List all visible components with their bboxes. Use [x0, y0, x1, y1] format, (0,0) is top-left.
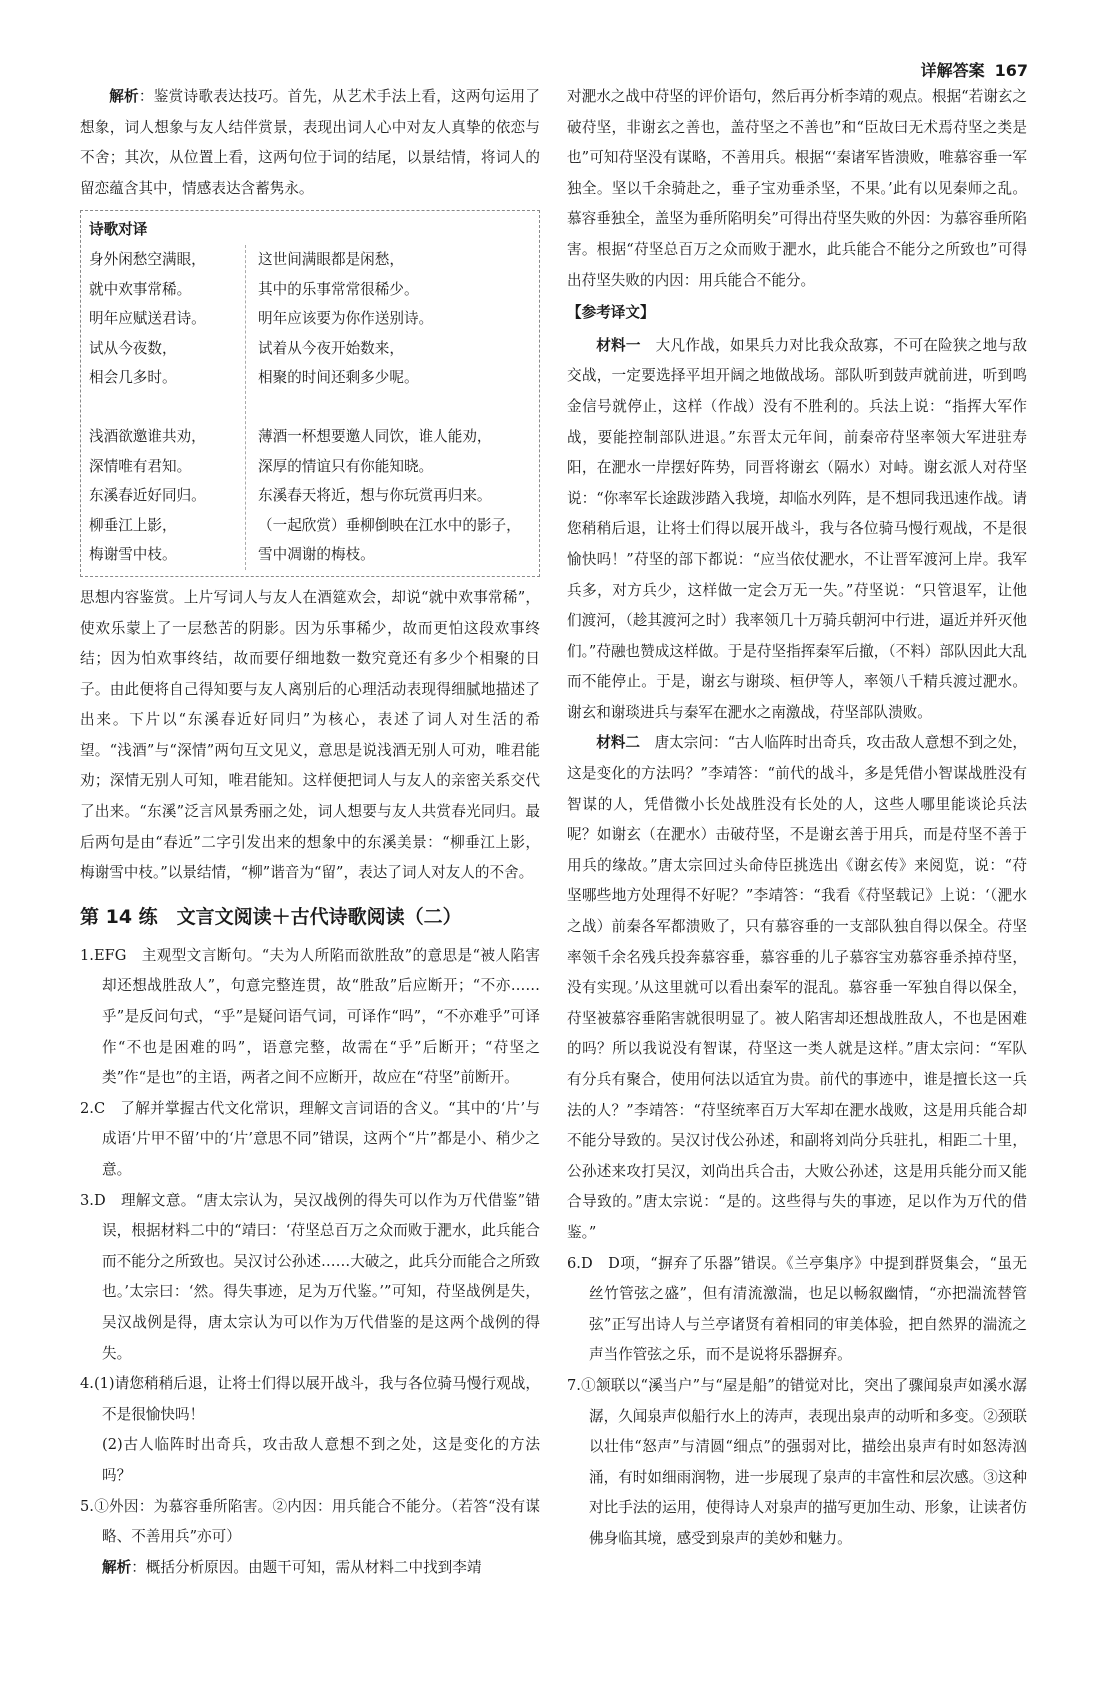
material-2-translation — [567, 728, 1027, 1248]
poem-translation-title: 诗歌对译 — [89, 221, 148, 239]
answer-item-5-analysis-continued: 对淝水之战中苻坚的评价语句，然后再分析李靖的观点。根据“若谢玄之破苻坚，非谢玄之善也，盖苻坚之不善也”和“臣故曰无术焉苻坚之类是也”可知苻坚没有谋略，不善用兵。根据“‘秦诸军皆溃败，唯慕容垂一军独全。坚以千余骑赴之，垂子宝劝垂杀坚，不果。’此有以见秦师之乱。慕容垂独全，盖坚为垂所陷明矣”可得出苻坚失败的外因：为慕容垂所陷害。根据“苻坚总百万之众而败于淝水，此兵能合不能分之所致也”可得出苻坚失败的内因：用兵能合不能分。 — [567, 88, 1027, 289]
material-text: 唐太宗问：“古人临阵时出奇兵，攻击敌人意想不到之处，这是变化的方法吗？”李靖答：“前代的战斗，多是凭借小智谋战胜没有智谋的人，凭借微小长处战胜没有长处的人，这些人哪里能谈论兵法呢？如谢玄（在淝水）击破苻坚，不是谢玄善于用兵，而是苻坚不善于用兵的缘故。”唐太宗回过头命侍臣挑选出《谢玄传》来阅览，说：“苻坚哪些地方处理得不好呢？”李靖答：“我看《苻坚载记》上说：‘（淝水之战）前秦各军都溃败了，只有慕容垂的一支部队独自得以保全。苻坚率领千余名残兵投奔慕容垂，慕容垂的儿子慕容宝劝慕容垂杀掉苻坚，没有实现。’从这里就可以看出秦军的混乱。慕容垂一军独自得以保全，苻坚被慕容垂陷害就很明显了。被人陷害却还想战胜敌人，不也是困难的吗？所以我说没有智谋，苻坚这一类人就是这样。”唐太宗问：“军队有分兵有聚合，使用何法以适宜为贵。前代的事迹中，谁是擅长这一兵法的人？”李靖答：“苻坚统率百万大军却在淝水战败，这是用兵能合却不能分导致的。吴汉讨伐公孙述，和副将刘尚分兵驻扎，相距二十里，公孙述来攻打吴汉，刘尚出兵合击，大败公孙述，这是用兵能分而又能合导致的。”唐太宗说：“是的。这些得与失的事迹，足以作为万代的借鉴。” — [567, 734, 1027, 1241]
poem-translation-line: 明年应该要为你作送别诗。 — [258, 310, 434, 328]
item-text: (1)请您稍稍后退，让将士们得以展开战斗，我与各位骑马慢行观战，不是很愉快吗！ — [93, 1375, 540, 1423]
poem-translation-column — [246, 245, 531, 570]
material-1-translation — [567, 331, 1027, 729]
item-number: 3. — [80, 1191, 94, 1209]
reference-translation-title: 【参考译文】 — [567, 304, 655, 322]
right-column — [567, 82, 1027, 1555]
poem-analysis-paragraph — [80, 82, 540, 204]
poem-original-line: 就中欢事常稀。 — [89, 280, 192, 298]
answer-item-4 — [80, 1369, 540, 1430]
section-title: 第 14 练 文言文阅读＋古代诗歌阅读（二） — [80, 905, 462, 928]
poem-original-line: 东溪春近好同归。 — [89, 487, 206, 505]
page-header — [921, 58, 1028, 81]
item-text: ①颔联以“溪当户”与“屋是船”的错觉对比，突出了骤闻泉声如溪水潺潺，久闻泉声似船行水上的涛声，表现出泉声的动听和多变。②颈联以壮伟“怒声”与清圆“细点”的强弱对比，描绘出泉声有时如怒涛汹涌，有时如细雨润物，进一步展现了泉声的丰富性和层次感。③这种对比手法的运用，使得诗人对泉声的描写更加生动、形象，让读者仿佛身临其境，感受到泉声的美妙和魅力。 — [580, 1376, 1027, 1547]
answer-item-7 — [567, 1371, 1027, 1555]
left-column — [80, 82, 540, 1583]
poem-original-line: 身外闲愁空满眼， — [89, 250, 206, 268]
item-text: C 了解并掌握古代文化常识，理解文言词语的含义。“其中的‘片’与成语‘片甲不留’中的‘片’意思不同”错误，这两个“片”都是小、稍少之意。 — [93, 1099, 540, 1178]
item-text: EFG 主观型文言断句。“夫为人所陷而欲胜敌”的意思是“被人陷害却还想战胜敌人”，句意完整连贯，故“胜敌”后应断开；“不亦……乎”是反问句式，“乎”是疑问语气词，可译作“吗”，“不亦难乎”可译作“不也是困难的吗”，语意完整，故需在“乎”后断开；“苻坚之类”作“是也”的主语，两者之间不应断开，故应在“苻坚”前断开。 — [93, 946, 540, 1087]
poem-translation-line: 雪中凋谢的梅枝。 — [258, 546, 375, 564]
poem-original-line: 梅谢雪中枝。 — [89, 546, 177, 564]
item-text: D D项，“摒弃了乐器”错误。《兰亭集序》中提到群贤集会，“虽无丝竹管弦之盛”，但有清流激湍，也足以畅叙幽情，“亦把湍流替管弦”正写出诗人与兰亭诸贤有着相同的审美体验，把自然界的湍流之声当作管弦之乐，而不是说将乐器摒弃。 — [580, 1254, 1027, 1364]
item-text: ①外因：为慕容垂所陷害。②内因：用兵能合不能分。（若答“没有谋略、不善用兵”亦可） — [93, 1497, 540, 1546]
item-text: D 理解文意。“唐太宗认为，吴汉战例的得失可以作为万代借鉴”错误，根据材料二中的“靖曰：‘苻坚总百万之众而败于淝水，此兵能合而不能分之所致也。吴汉讨公孙述……大破之，此兵分而能合之所致也。’太宗曰：‘然。得失事迹，足为万代鉴。’”可知，苻坚战例是失，吴汉战例是得，唐太宗认为可以作为万代借鉴的是这两个战例的得失。 — [93, 1191, 540, 1362]
analysis-label: 解析 — [102, 1558, 132, 1576]
answer-item-5 — [80, 1492, 540, 1553]
poem-translation-line: 其中的乐事常常很稀少。 — [258, 280, 419, 298]
material-label: 材料二 — [596, 734, 640, 752]
item-number: 5. — [80, 1497, 94, 1515]
answer-item-5-analysis — [80, 1553, 540, 1584]
item-number: 7. — [567, 1376, 581, 1394]
analysis-label: 解析 — [109, 88, 139, 105]
poem-original-line: 浅酒欲邀谁共劝， — [89, 427, 206, 445]
poem-translation-line: 相聚的时间还剩多少呢。 — [258, 369, 419, 387]
item-number: 4. — [80, 1375, 94, 1393]
poem-original-line: 相会几多时。 — [89, 369, 177, 387]
poem-translation-line: 东溪春天将近，想与你玩赏再归来。 — [258, 487, 492, 505]
answer-item-6 — [567, 1249, 1027, 1371]
poem-translation-line: 这世间满眼都是闲愁， — [258, 250, 404, 268]
poem-translation-line: （一起欣赏）垂柳倒映在江水中的影子， — [258, 516, 521, 534]
item-number: 1. — [80, 946, 94, 964]
poem-translation-box — [80, 210, 540, 577]
analysis-text: ：概括分析原因。由题干可知，需从材料二中找到李靖 — [131, 1558, 482, 1576]
page-number: 167 — [994, 61, 1028, 80]
poem-original-line: 深情唯有君知。 — [89, 457, 192, 475]
answer-item-3 — [80, 1186, 540, 1370]
poem-translation-line: 薄酒一杯想要邀人同饮，谁人能劝， — [258, 427, 492, 445]
item-number: 6. — [567, 1254, 581, 1272]
answer-item-1 — [80, 941, 540, 1094]
thought-content-paragraph: 思想内容鉴赏。上片写词人与友人在酒筵欢会，却说“就中欢事常稀”，使欢乐蒙上了一层愁苦的阴影。因为乐事稀少，故而更怕这段欢事终结；因为怕欢事终结，故而要仔细地数一数究竟还有多少个相聚的日子。由此便将自己得知要与友人离别后的心理活动表现得细腻地描述了出来。下片以“东溪春近好同归”为核心，表述了词人对生活的希望。“浅酒”与“深情”两句互文见义，意思是说浅酒无别人可劝，唯君能劝；深情无别人可知，唯君能知。这样便把词人与友人的亲密关系交代了出来。“东溪”泛言风景秀丽之处，词人想要与友人共赏春光同归。最后两句是由“春近”二字引发出来的想象中的东溪美景：“柳垂江上影，梅谢雪中枝。”以景结情，“柳”谐音为“留”，表达了词人对友人的不舍。 — [80, 588, 540, 882]
poem-original-line: 明年应赋送君诗。 — [89, 310, 206, 328]
answer-item-2 — [80, 1094, 540, 1186]
analysis-text: ：鉴赏诗歌表达技巧。首先，从艺术手法上看，这两句运用了想象，词人想象与友人结伴赏景，表现出词人心中对友人真挚的依恋与不舍；其次，从位置上看，这两句位于词的结尾，以景结情，将词人的留恋蕴含其中，情感表达含蓄隽永。 — [80, 88, 540, 197]
poem-translation-line: 深厚的情谊只有你能知晓。 — [258, 457, 434, 475]
poem-original-line: 试从今夜数， — [89, 339, 177, 357]
answer-item-4-part-2: (2)古人临阵时出奇兵，攻击敌人意想不到之处，这是变化的方法吗？ — [102, 1436, 540, 1484]
material-label: 材料一 — [596, 336, 641, 354]
material-text: 大凡作战，如果兵力对比我众敌寡，不可在险狭之地与敌交战，一定要选择平坦开阔之地做战场。部队听到鼓声就前进，听到鸣金信号就停止，这样（作战）没有不胜利的。兵法上说：“指挥大军作战，要能控制部队进退。”东晋太元年间，前秦帝苻坚率领大军进驻寿阳，在淝水一岸摆好阵势，同晋将谢玄（隔水）对峙。谢玄派人对苻坚说：“你率军长途跋涉踏入我境，却临水列阵，是不想同我迅速作战。请您稍稍后退，让将士们得以展开战斗，我与各位骑马慢行观战，不是很愉快吗！”苻坚的部下都说：“应当依仗淝水，不让晋军渡河上岸。我军兵多，对方兵少，这样做一定会万无一失。”苻坚说：“只管退军，让他们渡河，（趁其渡河之时）我率领几十万骑兵朝河中行进，逼近并歼灭他们。”苻融也赞成这样做。于是苻坚指挥秦军后撤，（不料）部队因此大乱而不能停止。于是，谢玄与谢琰、桓伊等人，率领八千精兵渡过淝水。谢玄和谢琰进兵与秦军在淝水之南激战，苻坚部队溃败。 — [567, 336, 1027, 721]
poem-original-line: 柳垂江上影， — [89, 516, 177, 534]
poem-original-column — [89, 245, 246, 570]
header-title: 详解答案 — [920, 61, 985, 80]
poem-translation-line: 试着从今夜开始数来， — [258, 339, 404, 357]
poem-stanza-1 — [89, 245, 531, 570]
item-number: 2. — [80, 1099, 94, 1117]
